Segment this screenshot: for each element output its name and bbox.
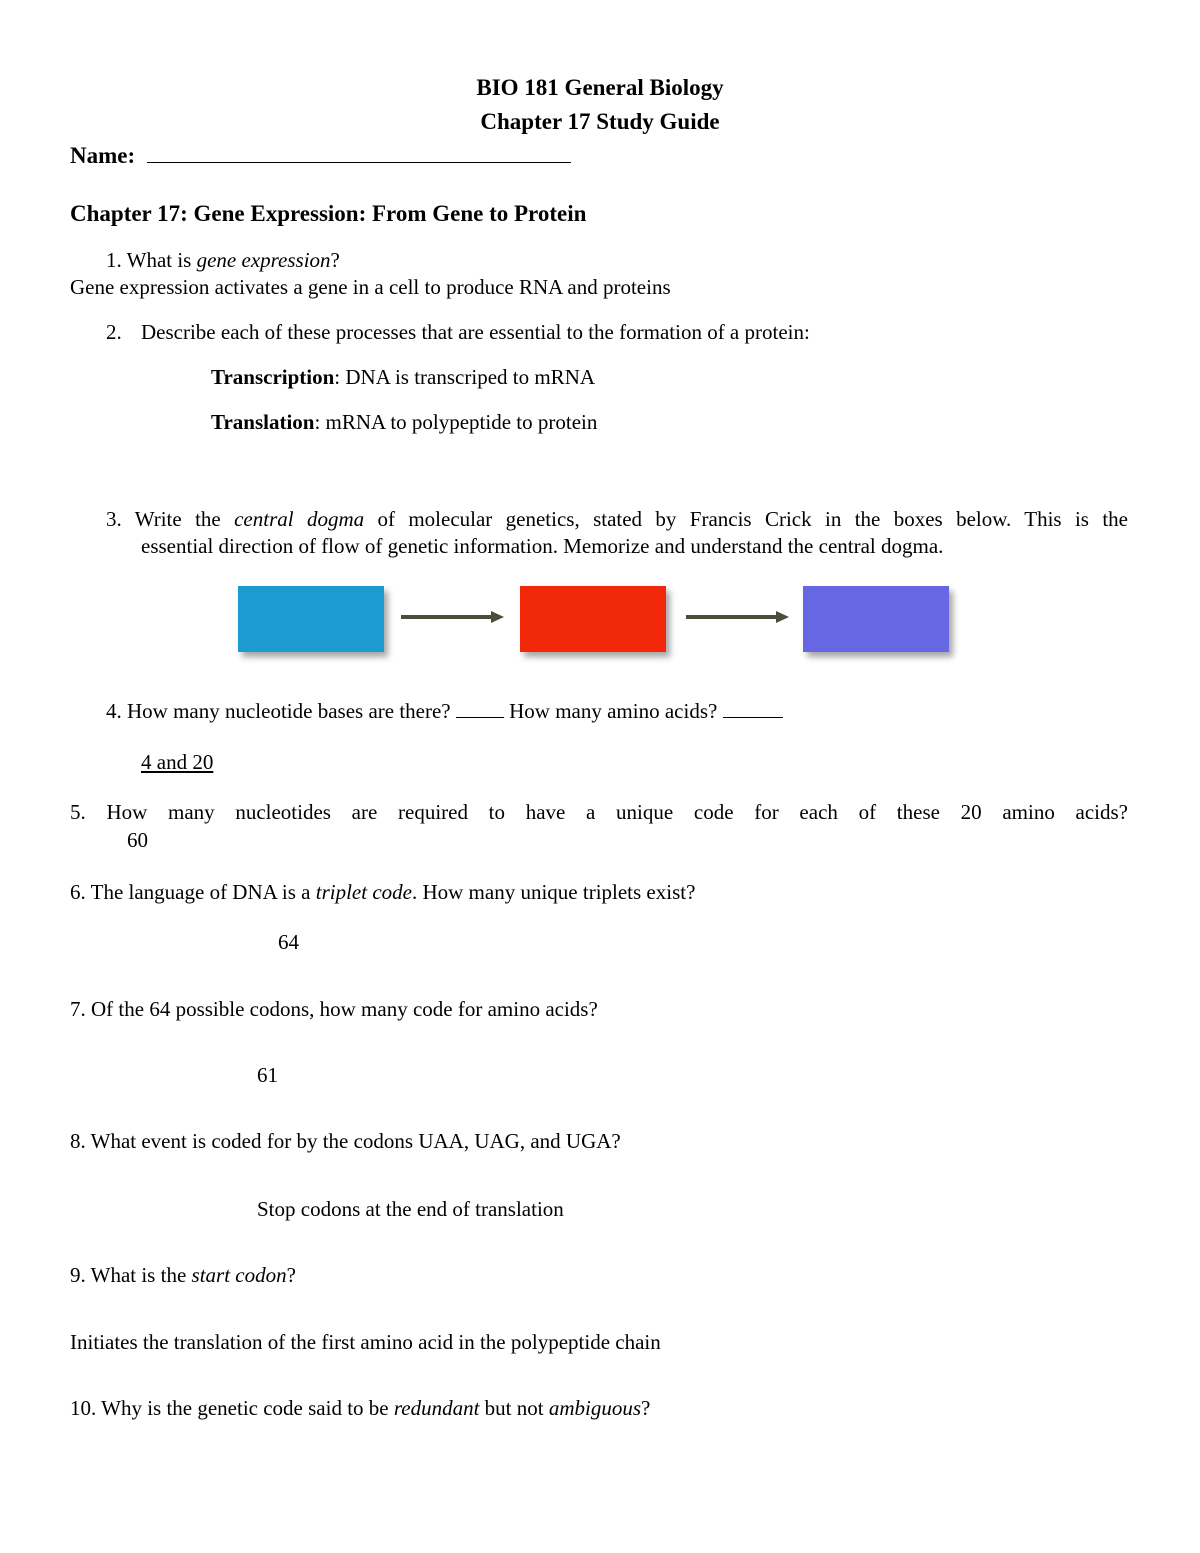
question-2-number: 2. — [106, 320, 122, 344]
q1-term: gene expression — [196, 248, 331, 272]
q6-suffix: . How many unique triplets exist? — [411, 880, 696, 904]
q9-prefix: 9. What is the — [70, 1263, 192, 1287]
q9-suffix: ? — [286, 1263, 296, 1287]
question-8: 8. What event is coded for by the codons UAA, UAG, and UGA? — [70, 1129, 621, 1153]
course-title: BIO 181 General Biology — [476, 75, 724, 100]
question-2: Describe each of these processes that are essential to the formation of a protein: — [141, 320, 810, 344]
q3-line1-rest: of molecular genetics, stated by Francis Crick in the boxes below. This is the — [364, 507, 1128, 531]
q10-term2: ambiguous — [548, 1396, 642, 1420]
translation-text: : mRNA to polypeptide to protein — [314, 410, 598, 434]
q10-suffix: ? — [641, 1396, 651, 1420]
q4-part2: How many amino acids? — [503, 699, 723, 723]
q6-prefix: 6. The language of DNA is a — [70, 880, 316, 904]
study-guide-title: Chapter 17 Study Guide — [480, 109, 720, 134]
translation-label: Translation — [211, 410, 315, 434]
q1-prefix: 1. What is — [106, 248, 197, 272]
question-3-line2: essential direction of flow of genetic information. Memorize and understand the central dogma. — [141, 534, 944, 558]
name-label: Name: — [70, 143, 136, 168]
q4-part1: 4. How many nucleotide bases are there? — [106, 699, 456, 723]
q3-term: central dogma — [234, 507, 365, 531]
chapter-heading: Chapter 17: Gene Expression: From Gene to Protein — [70, 201, 587, 226]
answer-4: 4 and 20 — [141, 750, 214, 774]
q1-suffix: ? — [330, 248, 340, 272]
dna-box[interactable] — [238, 586, 384, 652]
q10-middle: but not — [479, 1396, 549, 1420]
q3-prefix: 3. Write the — [106, 507, 235, 531]
answer-7: 61 — [257, 1063, 278, 1087]
question-3-line1 — [106, 507, 1128, 532]
arrow-icon — [686, 607, 790, 627]
q10-term1: redundant — [393, 1396, 480, 1420]
arrow-icon — [401, 607, 505, 627]
question-1 — [106, 248, 340, 273]
protein-box[interactable] — [803, 586, 949, 652]
question-4 — [106, 699, 783, 724]
q6-term: triplet code — [315, 880, 412, 904]
amino-acids-blank[interactable] — [723, 703, 783, 718]
transcription-label: Transcription — [211, 365, 335, 389]
answer-9: Initiates the translation of the first amino acid in the polypeptide chain — [70, 1330, 661, 1354]
answer-6: 64 — [278, 930, 299, 954]
answer-8: Stop codons at the end of translation — [257, 1197, 564, 1221]
question-5: 5. How many nucleotides are required to have a unique code for each of these 20 amino acids? — [70, 800, 1128, 824]
q10-prefix: 10. Why is the genetic code said to be — [70, 1396, 394, 1420]
transcription-answer — [211, 365, 595, 390]
rna-box[interactable] — [520, 586, 666, 652]
bases-blank[interactable] — [456, 703, 504, 718]
answer-1: Gene expression activates a gene in a cell to produce RNA and proteins — [70, 275, 671, 299]
question-9 — [70, 1263, 296, 1288]
translation-answer — [211, 410, 597, 435]
answer-5: 60 — [127, 828, 148, 852]
transcription-text: : DNA is transcriped to mRNA — [334, 365, 596, 389]
name-blank[interactable] — [147, 144, 571, 163]
question-7: 7. Of the 64 possible codons, how many code for amino acids? — [70, 997, 598, 1021]
q9-term: start codon — [191, 1263, 287, 1287]
question-6 — [70, 880, 695, 905]
question-10 — [70, 1396, 650, 1421]
name-line — [70, 142, 571, 170]
